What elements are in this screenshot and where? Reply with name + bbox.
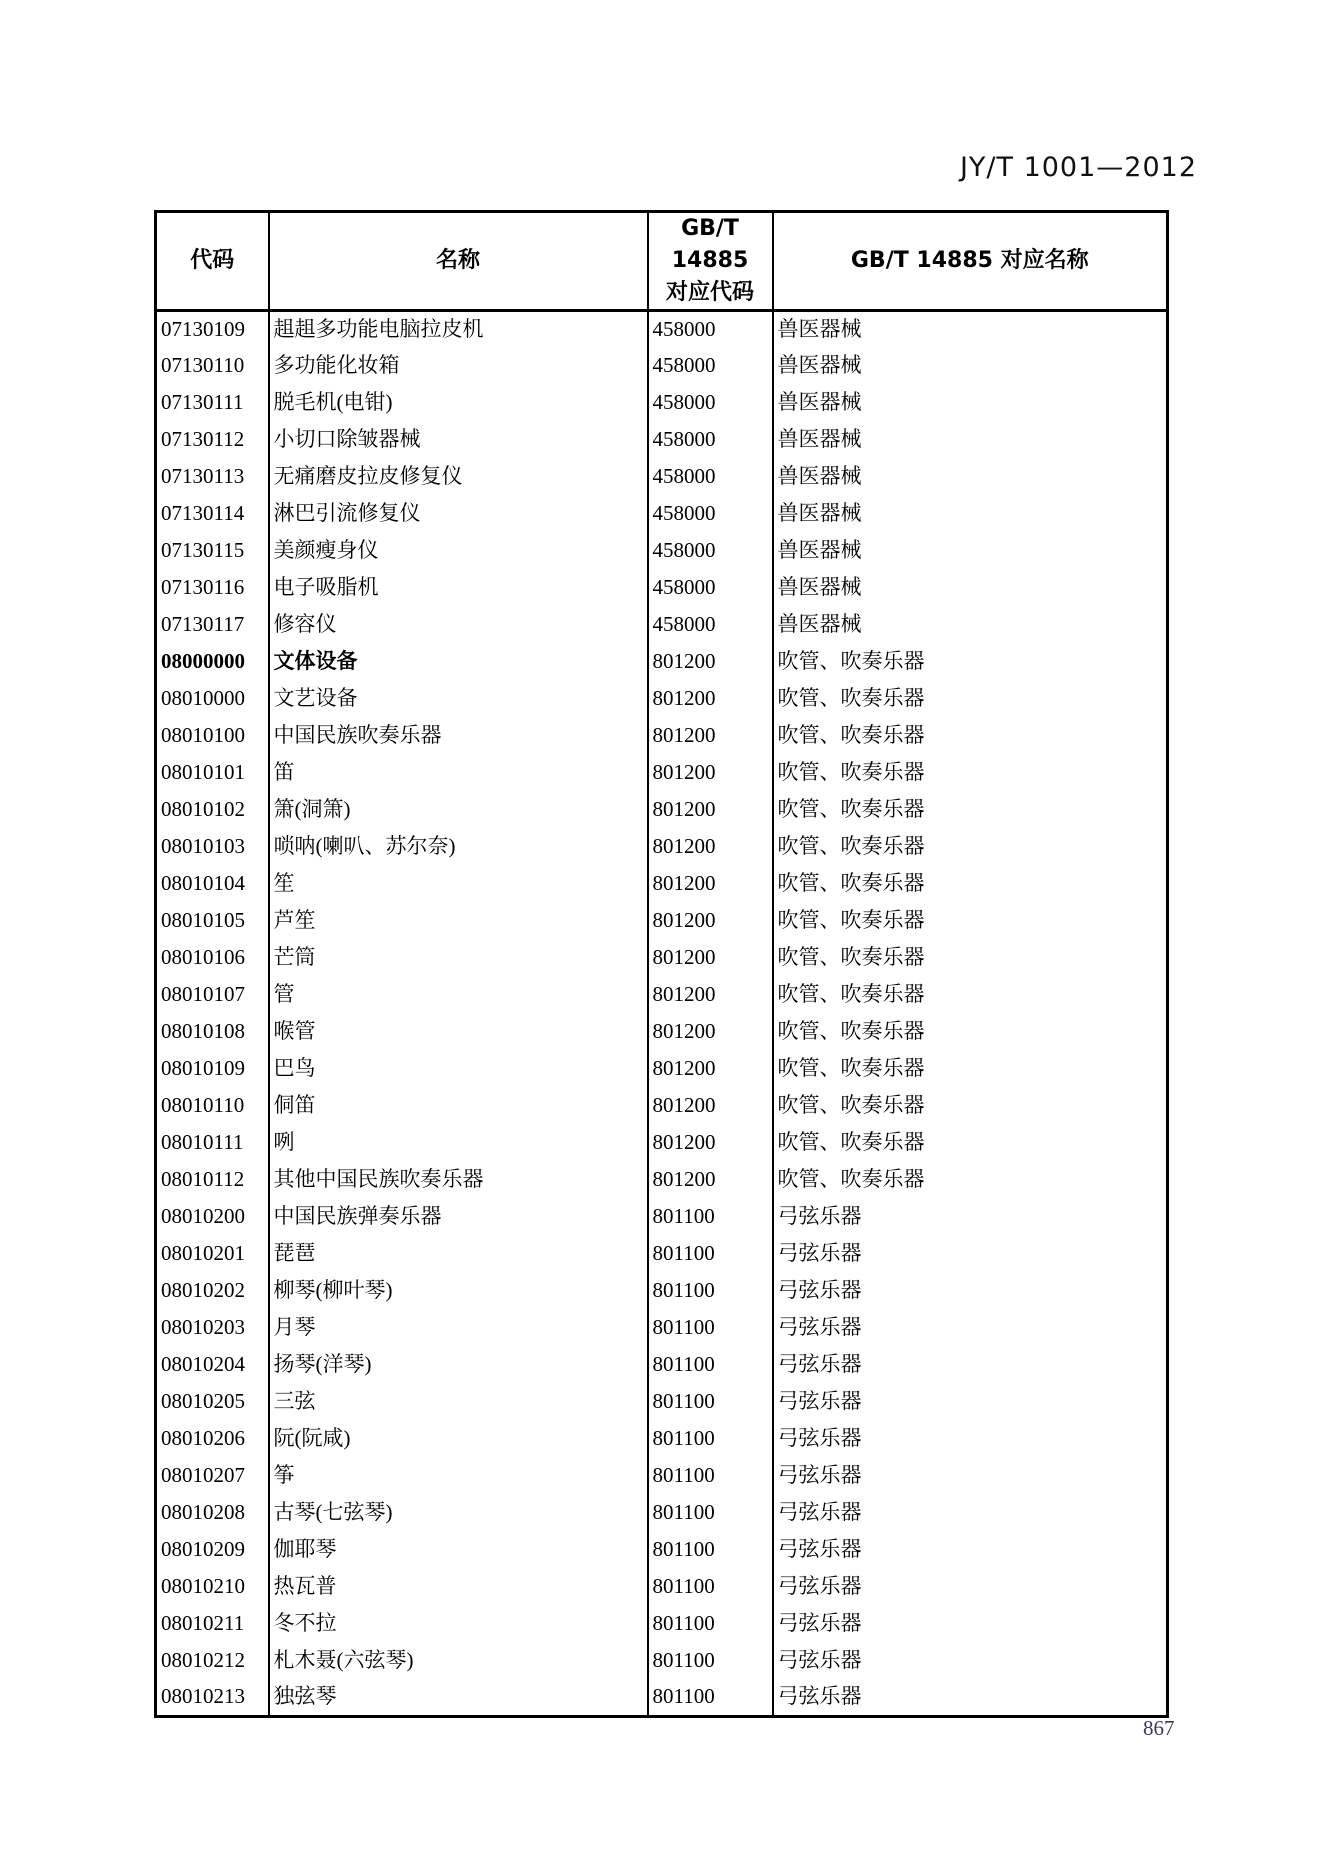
code-cell: 08010204 — [161, 1352, 245, 1377]
code-cell: 08010107 — [161, 982, 245, 1007]
name-cell: 伽耶琴 — [269, 1531, 648, 1568]
gbt-name-cell: 弓弦乐器 — [773, 1531, 1168, 1568]
gbt-code-cell: 801200 — [648, 791, 773, 828]
gbt-name-cell: 吹管、吹奏乐器 — [773, 717, 1168, 754]
code-cell: 08010100 — [161, 723, 245, 748]
table-row — [156, 976, 1168, 1013]
code-cell: 07130111 — [161, 390, 244, 415]
gbt-name-cell: 吹管、吹奏乐器 — [773, 939, 1168, 976]
table-row — [156, 828, 1168, 865]
table-row — [156, 421, 1168, 458]
code-cell: 08010112 — [161, 1167, 245, 1192]
name-cell: 侗笛 — [269, 1087, 648, 1124]
code-cell: 08010106 — [161, 945, 245, 970]
table-row — [156, 1235, 1168, 1272]
gbt-code-cell: 801200 — [648, 1161, 773, 1198]
gbt-code-cell: 801200 — [648, 1013, 773, 1050]
name-cell: 箫(洞箫) — [269, 791, 648, 828]
header-name: 名称 — [269, 212, 648, 311]
table-row — [156, 1494, 1168, 1531]
gbt-code-cell: 801200 — [648, 680, 773, 717]
code-cell: 08010208 — [161, 1500, 245, 1525]
code-cell: 08010104 — [161, 871, 245, 896]
gbt-name-cell: 兽医器械 — [773, 606, 1168, 643]
header-gbt-name: GB/T 14885 对应名称 — [773, 212, 1168, 311]
code-cell: 08010212 — [161, 1648, 245, 1673]
gbt-name-cell: 吹管、吹奏乐器 — [773, 1013, 1168, 1050]
name-cell: 芒筒 — [269, 939, 648, 976]
gbt-name-cell: 弓弦乐器 — [773, 1679, 1168, 1716]
name-cell: 古琴(七弦琴) — [269, 1494, 648, 1531]
name-cell: 修容仪 — [269, 606, 648, 643]
table-row — [156, 643, 1168, 680]
code-cell: 07130109 — [161, 316, 245, 341]
name-cell: 管 — [269, 976, 648, 1013]
code-cell: 08010200 — [161, 1204, 245, 1229]
name-cell: 中国民族弹奏乐器 — [269, 1198, 648, 1235]
table-row — [156, 1124, 1168, 1161]
code-cell: 08010101 — [161, 760, 245, 785]
table-row — [156, 791, 1168, 828]
table-row — [156, 532, 1168, 569]
name-cell: 独弦琴 — [269, 1679, 648, 1716]
table-row — [156, 1605, 1168, 1642]
table-row — [156, 1087, 1168, 1124]
gbt-code-cell: 801200 — [648, 865, 773, 902]
name-cell: 阮(阮咸) — [269, 1420, 648, 1457]
table-row — [156, 902, 1168, 939]
gbt-code-cell: 458000 — [648, 347, 773, 384]
gbt-name-cell: 吹管、吹奏乐器 — [773, 1161, 1168, 1198]
name-cell: 巴鸟 — [269, 1050, 648, 1087]
gbt-name-cell: 吹管、吹奏乐器 — [773, 976, 1168, 1013]
name-cell: 柳琴(柳叶琴) — [269, 1272, 648, 1309]
table-row — [156, 1420, 1168, 1457]
code-cell: 08010205 — [161, 1389, 245, 1414]
gbt-code-cell: 458000 — [648, 569, 773, 606]
gbt-code-cell: 458000 — [648, 384, 773, 421]
name-cell: 热瓦普 — [269, 1568, 648, 1605]
gbt-code-cell: 801200 — [648, 1124, 773, 1161]
gbt-code-cell: 458000 — [648, 532, 773, 569]
gbt-name-cell: 吹管、吹奏乐器 — [773, 1050, 1168, 1087]
code-cell: 08010213 — [161, 1684, 245, 1709]
gbt-name-cell: 弓弦乐器 — [773, 1420, 1168, 1457]
table-row — [156, 1013, 1168, 1050]
gbt-code-cell: 801100 — [648, 1235, 773, 1272]
name-cell: 无痛磨皮拉皮修复仪 — [269, 458, 648, 495]
table-row — [156, 1198, 1168, 1235]
name-cell: 淋巴引流修复仪 — [269, 495, 648, 532]
name-cell: 冬不拉 — [269, 1605, 648, 1642]
name-cell: 文体设备 — [269, 643, 648, 680]
gbt-code-cell: 801100 — [648, 1309, 773, 1346]
code-cell: 07130113 — [161, 464, 245, 489]
gbt-name-cell: 吹管、吹奏乐器 — [773, 1087, 1168, 1124]
gbt-name-cell: 吹管、吹奏乐器 — [773, 865, 1168, 902]
code-cell: 08010000 — [161, 686, 245, 711]
gbt-code-cell: 801100 — [648, 1420, 773, 1457]
table-row — [156, 717, 1168, 754]
table-row — [156, 865, 1168, 902]
name-cell: 扬琴(洋琴) — [269, 1346, 648, 1383]
table-row — [156, 1309, 1168, 1346]
name-cell: 笙 — [269, 865, 648, 902]
gbt-name-cell: 兽医器械 — [773, 384, 1168, 421]
code-cell: 08010103 — [161, 834, 245, 859]
gbt-name-cell: 弓弦乐器 — [773, 1457, 1168, 1494]
gbt-code-cell: 801200 — [648, 939, 773, 976]
table-row — [156, 1679, 1168, 1716]
code-cell: 07130116 — [161, 575, 245, 600]
header-gbt-code-line1: GB/T 14885 — [671, 216, 749, 273]
code-cell: 08010211 — [161, 1611, 245, 1636]
code-cell: 08010111 — [161, 1130, 244, 1155]
gbt-name-cell: 吹管、吹奏乐器 — [773, 828, 1168, 865]
code-cell: 08010109 — [161, 1056, 245, 1081]
name-cell: 笛 — [269, 754, 648, 791]
table-row — [156, 1531, 1168, 1568]
gbt-code-cell: 801100 — [648, 1568, 773, 1605]
name-cell: 喉管 — [269, 1013, 648, 1050]
name-cell: 芦笙 — [269, 902, 648, 939]
code-cell: 08010201 — [161, 1241, 245, 1266]
gbt-name-cell: 弓弦乐器 — [773, 1346, 1168, 1383]
name-cell: 月琴 — [269, 1309, 648, 1346]
doc-number: JY/T 1001—2012 — [959, 152, 1197, 183]
gbt-name-cell: 兽医器械 — [773, 310, 1168, 347]
header-code: 代码 — [156, 212, 269, 311]
gbt-name-cell: 吹管、吹奏乐器 — [773, 680, 1168, 717]
gbt-name-cell: 兽医器械 — [773, 458, 1168, 495]
table-row — [156, 1161, 1168, 1198]
code-cell: 07130114 — [161, 501, 245, 526]
gbt-code-cell: 801200 — [648, 828, 773, 865]
gbt-name-cell: 吹管、吹奏乐器 — [773, 791, 1168, 828]
gbt-code-cell: 458000 — [648, 458, 773, 495]
table-row — [156, 680, 1168, 717]
gbt-name-cell: 弓弦乐器 — [773, 1383, 1168, 1420]
name-cell: 其他中国民族吹奏乐器 — [269, 1161, 648, 1198]
table-row — [156, 1642, 1168, 1679]
gbt-name-cell: 吹管、吹奏乐器 — [773, 902, 1168, 939]
table-row — [156, 310, 1168, 347]
gbt-code-cell: 801100 — [648, 1198, 773, 1235]
gbt-name-cell: 吹管、吹奏乐器 — [773, 643, 1168, 680]
gbt-name-cell: 兽医器械 — [773, 347, 1168, 384]
gbt-name-cell: 兽医器械 — [773, 532, 1168, 569]
table-row — [156, 458, 1168, 495]
name-cell: 中国民族吹奏乐器 — [269, 717, 648, 754]
name-cell: 咧 — [269, 1124, 648, 1161]
code-cell: 08010110 — [161, 1093, 245, 1118]
table-row — [156, 1272, 1168, 1309]
gbt-name-cell: 吹管、吹奏乐器 — [773, 754, 1168, 791]
gbt-code-cell: 458000 — [648, 606, 773, 643]
gbt-code-cell: 801200 — [648, 717, 773, 754]
gbt-code-cell: 801200 — [648, 1050, 773, 1087]
code-cell: 07130117 — [161, 612, 245, 637]
code-cell: 07130112 — [161, 427, 245, 452]
code-mapping-table — [154, 210, 1169, 1718]
gbt-code-cell: 458000 — [648, 310, 773, 347]
gbt-name-cell: 弓弦乐器 — [773, 1605, 1168, 1642]
gbt-code-cell: 801200 — [648, 643, 773, 680]
name-cell: 趄趄多功能电脑拉皮机 — [269, 310, 648, 347]
header-gbt-code — [648, 212, 773, 311]
gbt-name-cell: 兽医器械 — [773, 569, 1168, 606]
name-cell: 筝 — [269, 1457, 648, 1494]
gbt-name-cell: 弓弦乐器 — [773, 1494, 1168, 1531]
gbt-code-cell: 801100 — [648, 1642, 773, 1679]
table-row — [156, 1346, 1168, 1383]
code-cell: 08010206 — [161, 1426, 245, 1451]
table-row — [156, 347, 1168, 384]
table-header-row — [156, 212, 1168, 311]
gbt-code-cell: 801100 — [648, 1457, 773, 1494]
gbt-code-cell: 801100 — [648, 1383, 773, 1420]
header-gbt-code-line2: 对应代码 — [665, 279, 754, 305]
gbt-code-cell: 801200 — [648, 1087, 773, 1124]
gbt-code-cell: 458000 — [648, 421, 773, 458]
code-cell: 08010210 — [161, 1574, 245, 1599]
code-cell: 08010202 — [161, 1278, 245, 1303]
name-cell: 三弦 — [269, 1383, 648, 1420]
code-cell: 08010105 — [161, 908, 245, 933]
table-row — [156, 606, 1168, 643]
code-cell: 08010207 — [161, 1463, 245, 1488]
gbt-name-cell: 弓弦乐器 — [773, 1309, 1168, 1346]
table-row — [156, 1568, 1168, 1605]
name-cell: 文艺设备 — [269, 680, 648, 717]
gbt-code-cell: 801200 — [648, 754, 773, 791]
table-row — [156, 1050, 1168, 1087]
name-cell: 小切口除皱器械 — [269, 421, 648, 458]
gbt-code-cell: 801100 — [648, 1272, 773, 1309]
table-row — [156, 939, 1168, 976]
gbt-code-cell: 801100 — [648, 1605, 773, 1642]
gbt-code-cell: 458000 — [648, 495, 773, 532]
code-cell: 08010102 — [161, 797, 245, 822]
gbt-name-cell: 吹管、吹奏乐器 — [773, 1124, 1168, 1161]
name-cell: 唢呐(喇叭、苏尔奈) — [269, 828, 648, 865]
code-cell: 08000000 — [161, 649, 245, 674]
table-row — [156, 495, 1168, 532]
gbt-name-cell: 弓弦乐器 — [773, 1198, 1168, 1235]
gbt-code-cell: 801100 — [648, 1679, 773, 1716]
gbt-name-cell: 弓弦乐器 — [773, 1272, 1168, 1309]
name-cell: 电子吸脂机 — [269, 569, 648, 606]
gbt-name-cell: 弓弦乐器 — [773, 1642, 1168, 1679]
code-cell: 08010203 — [161, 1315, 245, 1340]
name-cell: 脱毛机(电钳) — [269, 384, 648, 421]
name-cell: 琵琶 — [269, 1235, 648, 1272]
table-body — [156, 310, 1168, 1716]
code-cell: 07130110 — [161, 353, 245, 378]
gbt-code-cell: 801100 — [648, 1346, 773, 1383]
name-cell: 多功能化妆箱 — [269, 347, 648, 384]
gbt-name-cell: 弓弦乐器 — [773, 1568, 1168, 1605]
name-cell: 札木聂(六弦琴) — [269, 1642, 648, 1679]
table-row — [156, 1383, 1168, 1420]
name-cell: 美颜瘦身仪 — [269, 532, 648, 569]
table-row — [156, 569, 1168, 606]
code-cell: 08010209 — [161, 1537, 245, 1562]
code-cell: 08010108 — [161, 1019, 245, 1044]
gbt-name-cell: 兽医器械 — [773, 495, 1168, 532]
table-row — [156, 384, 1168, 421]
gbt-code-cell: 801200 — [648, 902, 773, 939]
gbt-name-cell: 兽医器械 — [773, 421, 1168, 458]
code-cell: 07130115 — [161, 538, 245, 563]
table-row — [156, 754, 1168, 791]
page-number: 867 — [1143, 1716, 1175, 1740]
gbt-code-cell: 801200 — [648, 976, 773, 1013]
gbt-code-cell: 801100 — [648, 1494, 773, 1531]
gbt-name-cell: 弓弦乐器 — [773, 1235, 1168, 1272]
gbt-code-cell: 801100 — [648, 1531, 773, 1568]
table-row — [156, 1457, 1168, 1494]
